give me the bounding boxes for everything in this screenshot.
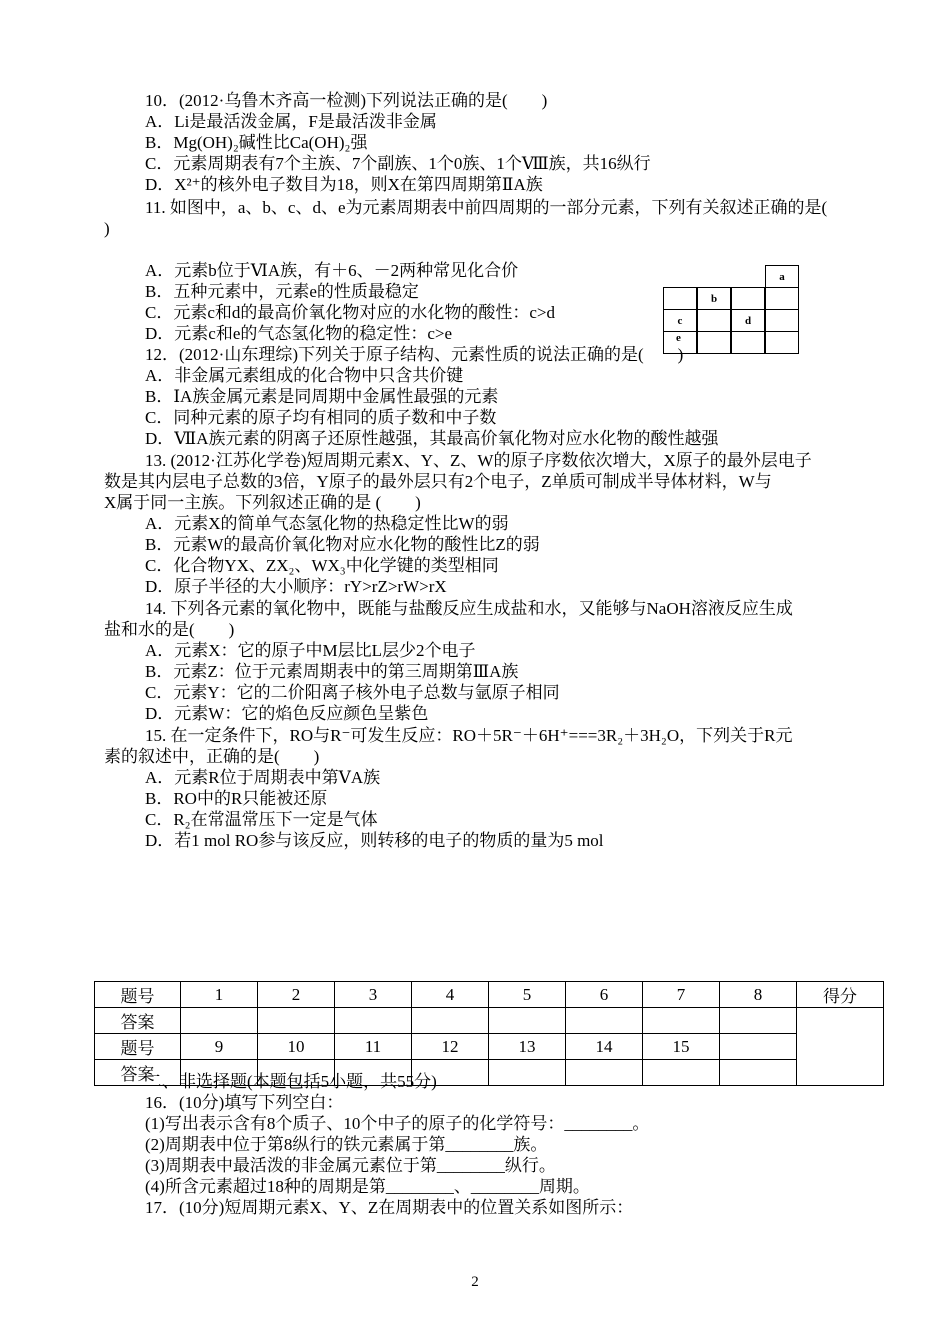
q15-option-d: D．若1 mol RO参与该反应，则转移的电子的物质的量为5 mol xyxy=(145,831,604,850)
q11-option-c: C．元素c和d的最高价氧化物对应的水化物的酸性：c>d xyxy=(145,303,556,322)
q10-option-c: C．元素周期表有7个主族、7个副族、1个0族、1个Ⅷ族，共16纵行 xyxy=(145,154,651,173)
score-header: 得分 xyxy=(797,982,884,1008)
question-number-cell: 4 xyxy=(412,982,489,1008)
q16-item-4: (4)所含元素超过18种的周期是第________、________周期。 xyxy=(145,1177,590,1196)
question-number-cell: 15 xyxy=(643,1034,720,1060)
q15-stem-line1: 15. 在一定条件下，RO与R⁻可发生反应：RO＋5R⁻＋6H⁺===3R₂＋3H₂O，下列关于R元 xyxy=(145,726,793,745)
answer-cell[interactable] xyxy=(335,1008,412,1034)
q13-stem-line1: 13. (2012·江苏化学卷)短周期元素X、Y、Z、W的原子序数依次增大，X原子的最外层电子 xyxy=(145,451,812,470)
q12-stem: 12．(2012·山东理综)下列关于原子结构、元素性质的说法正确的是( ) xyxy=(145,345,684,364)
question-number-cell: 8 xyxy=(720,982,797,1008)
q10-option-a: A．Li是最活泼金属，F是最活泼非金属 xyxy=(145,112,437,131)
answer-cell[interactable] xyxy=(566,1060,643,1086)
answer-cell[interactable] xyxy=(489,1008,566,1034)
answer-cell[interactable] xyxy=(566,1008,643,1034)
q13-stem-line2: 数是其内层电子总数的3倍，Y原子的最外层只有2个电子，Z单质可制成半导体材料，W与 xyxy=(104,472,772,491)
empty-cell xyxy=(731,331,765,354)
q13-option-a: A．元素X的简单气态氢化物的热稳定性比W的弱 xyxy=(145,514,509,533)
answer-cell[interactable] xyxy=(720,1008,797,1034)
q17-stem: 17．(10分)短周期元素X、Y、Z在周期表中的位置关系如图所示： xyxy=(145,1198,634,1217)
answer-cell[interactable] xyxy=(643,1008,720,1034)
table-row xyxy=(95,982,884,1008)
empty-cell xyxy=(731,287,765,310)
q13-option-c: C．化合物YX、ZX₂、WX₃中化学键的类型相同 xyxy=(145,556,499,575)
q12-option-b: B．ⅠA族金属元素是同周期中金属性最强的元素 xyxy=(145,387,499,406)
question-number-cell xyxy=(720,1034,797,1060)
table-row xyxy=(95,1034,884,1060)
q14-option-b: B．元素Z：位于元素周期表中的第三周期第ⅢA族 xyxy=(145,662,519,681)
section2-heading: 二、非选择题(本题包括5小题，共55分) xyxy=(145,1072,437,1091)
q13-option-b: B．元素W的最高价氧化物对应水化物的酸性比Z的弱 xyxy=(145,535,540,554)
row-label: 题号 xyxy=(95,1034,181,1060)
answer-cell[interactable] xyxy=(181,1008,258,1034)
page-number: 2 xyxy=(471,1274,479,1290)
table-row xyxy=(95,1008,884,1034)
q14-option-d: D．元素W：它的焰色反应颜色呈紫色 xyxy=(145,704,429,723)
q12-option-c: C．同种元素的原子均有相同的质子数和中子数 xyxy=(145,408,497,427)
q11-option-d: D．元素c和e的气态氢化物的稳定性：c>e xyxy=(145,324,453,343)
q10-stem: 10．(2012·乌鲁木齐高一检测)下列说法正确的是( ) xyxy=(145,91,548,110)
q15-option-c: C．R₂在常温常压下一定是气体 xyxy=(145,810,378,829)
q11-option-b: B．五种元素中，元素e的性质最稳定 xyxy=(145,282,419,301)
question-number-cell: 12 xyxy=(412,1034,489,1060)
question-number-cell: 5 xyxy=(489,982,566,1008)
element-cell-e: e xyxy=(663,331,697,354)
row-label: 答案 xyxy=(95,1060,181,1086)
question-number-cell: 2 xyxy=(258,982,335,1008)
score-cell[interactable] xyxy=(797,1008,884,1086)
empty-cell xyxy=(663,287,697,310)
empty-cell xyxy=(697,309,731,332)
q11-stem-line1: 11. 如图中，a、b、c、d、e为元素周期表中前四周期的一部分元素，下列有关叙述正确的是( xyxy=(145,198,828,217)
answer-cell[interactable] xyxy=(489,1060,566,1086)
empty-cell xyxy=(697,331,731,354)
question-number-cell: 7 xyxy=(643,982,720,1008)
q12-option-a: A．非金属元素组成的化合物中只含共价键 xyxy=(145,366,464,385)
question-number-cell: 6 xyxy=(566,982,643,1008)
row-label: 题号 xyxy=(95,982,181,1008)
q14-stem-line1: 14. 下列各元素的氧化物中，既能与盐酸反应生成盐和水，又能够与NaOH溶液反应生成 xyxy=(145,599,793,618)
q11-stem-line2: ) xyxy=(104,219,110,238)
question-number-cell: 14 xyxy=(566,1034,643,1060)
row-label: 答案 xyxy=(95,1008,181,1034)
question-number-cell: 13 xyxy=(489,1034,566,1060)
element-cell-b: b xyxy=(697,287,731,310)
q10-option-b: B．Mg(OH)₂碱性比Ca(OH)₂强 xyxy=(145,133,368,152)
question-number-cell: 9 xyxy=(181,1034,258,1060)
q13-option-d: D．原子半径的大小顺序：rY>rZ>rW>rX xyxy=(145,577,447,596)
question-number-cell: 10 xyxy=(258,1034,335,1060)
answer-cell[interactable] xyxy=(720,1060,797,1086)
q12-option-d: D．ⅦA族元素的阴离子还原性越强，其最高价氧化物对应水化物的酸性越强 xyxy=(145,429,719,448)
q15-option-b: B．RO中的R只能被还原 xyxy=(145,789,328,808)
element-cell-c: c xyxy=(663,309,697,332)
periodic-table-fragment xyxy=(663,265,799,357)
question-number-cell: 11 xyxy=(335,1034,412,1060)
answer-cell[interactable] xyxy=(258,1008,335,1034)
q11-option-a: A．元素b位于ⅥA族，有＋6、－2两种常见化合价 xyxy=(145,261,519,280)
element-cell-a: a xyxy=(765,265,799,288)
q16-stem: 16．(10分)填写下列空白： xyxy=(145,1093,344,1112)
empty-cell xyxy=(765,331,799,354)
question-number-cell: 3 xyxy=(335,982,412,1008)
element-cell-d: d xyxy=(731,309,765,332)
answer-cell[interactable] xyxy=(412,1008,489,1034)
q15-stem-line2: 素的叙述中，正确的是( ) xyxy=(104,747,320,766)
question-number-cell: 1 xyxy=(181,982,258,1008)
q14-option-c: C．元素Y：它的二价阳离子核外电子总数与氩原子相同 xyxy=(145,683,560,702)
q16-item-2: (2)周期表中位于第8纵行的铁元素属于第________族。 xyxy=(145,1135,548,1154)
q10-option-d: D．X²⁺的核外电子数目为18，则X在第四周期第ⅡA族 xyxy=(145,175,543,194)
q16-item-3: (3)周期表中最活泼的非金属元素位于第________纵行。 xyxy=(145,1156,556,1175)
q16-item-1: (1)写出表示含有8个质子、10个中子的原子的化学符号：________。 xyxy=(145,1114,650,1133)
q15-option-a: A．元素R位于周期表中第ⅤA族 xyxy=(145,768,381,787)
q14-option-a: A．元素X：它的原子中M层比L层少2个电子 xyxy=(145,641,476,660)
q14-stem-line2: 盐和水的是( ) xyxy=(104,620,235,639)
q13-stem-line3: X属于同一主族。下列叙述正确的是 ( ) xyxy=(104,493,421,512)
answer-cell[interactable] xyxy=(643,1060,720,1086)
empty-cell xyxy=(765,309,799,332)
empty-cell xyxy=(765,287,799,310)
